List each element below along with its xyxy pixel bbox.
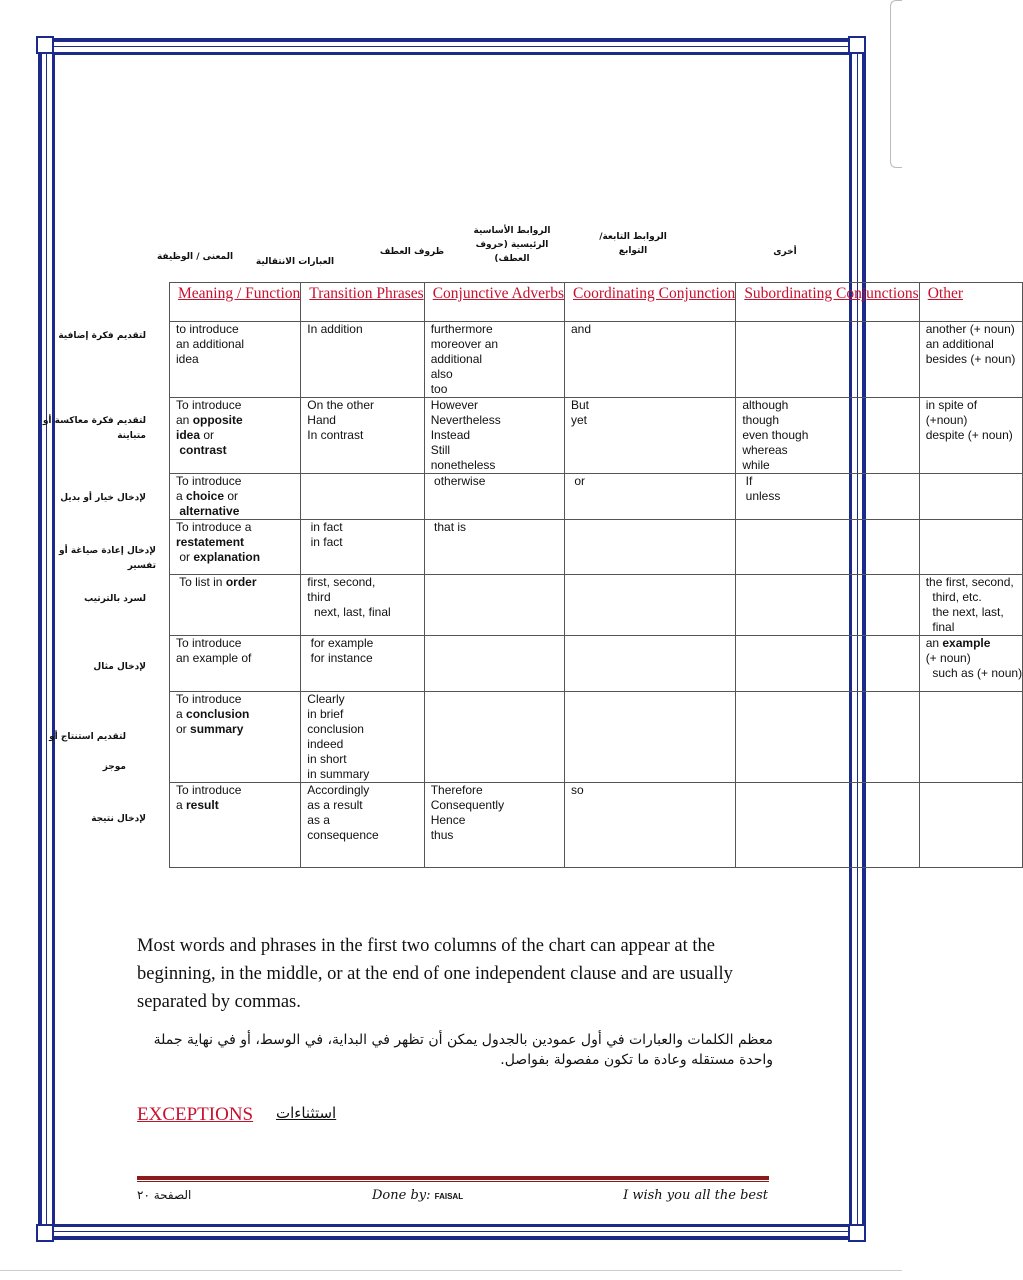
cell-line: in short — [307, 752, 347, 766]
cell-line — [176, 520, 300, 535]
bold-term: summary — [190, 722, 244, 736]
cell-line — [176, 413, 300, 428]
cell-transition — [301, 322, 424, 398]
cell-text: such as (+ noun) — [925, 666, 1023, 680]
cell-subordinating — [736, 636, 919, 692]
cell-meaning — [170, 692, 301, 783]
cell-meaning — [170, 520, 301, 575]
cell-line — [176, 474, 300, 489]
cell-line — [176, 783, 300, 798]
cell-text: a — [176, 489, 187, 503]
cell-other — [919, 636, 1022, 692]
cell-line: Hand — [307, 413, 336, 427]
page-border-band-left — [52, 52, 55, 1227]
cell-text: or — [176, 550, 194, 564]
bold-term: explanation — [193, 550, 261, 564]
row-label-6: لتقديم استنتاج أو موجز — [49, 732, 126, 772]
table-row — [170, 520, 1023, 575]
cell-line: despite (+ noun) — [925, 428, 1013, 442]
cell-line: or — [571, 474, 586, 488]
cell-line: third, etc. — [925, 590, 982, 604]
cell-line: thus — [430, 828, 454, 842]
cell-coordinating — [565, 322, 736, 398]
corner-ornament — [848, 36, 866, 54]
cell-transition — [301, 636, 424, 692]
footer-credit — [372, 1188, 463, 1203]
column-header: Subordinating Conjunctions — [736, 283, 919, 322]
cell-text: To introduce — [176, 636, 242, 650]
cell-line: yet — [571, 413, 588, 427]
cell-line — [926, 636, 1022, 651]
author-name: FAISAL — [434, 1192, 464, 1201]
cell-text: To list in — [176, 575, 226, 589]
bold-term: restatement — [176, 535, 245, 549]
table-body — [170, 322, 1023, 868]
cell-line: in spite of — [925, 398, 978, 412]
cell-line: unless — [742, 489, 781, 503]
bold-term: contrast — [176, 443, 227, 457]
row-label-3: لإدخال إعادة صياغة أو تفسير — [59, 546, 156, 571]
cell-conjunctive — [424, 520, 564, 575]
corner-ornament — [848, 1224, 866, 1242]
cell-line: in fact — [307, 535, 343, 549]
cell-subordinating — [736, 398, 919, 474]
footer-rule-thin — [137, 1181, 769, 1182]
bold-term: conclusion — [186, 707, 250, 721]
cell-transition — [301, 398, 424, 474]
bold-term: result — [186, 798, 219, 812]
column-header: Other — [919, 283, 1022, 322]
arabic-header-meaning: المعنى / الوظيفة — [156, 252, 234, 262]
cell-line: In addition — [307, 322, 363, 336]
cell-line — [176, 707, 300, 722]
bold-term: idea — [176, 428, 201, 442]
done-by-label: Done by: — [372, 1188, 431, 1203]
cell-meaning — [170, 398, 301, 474]
cell-line: Hence — [430, 813, 466, 827]
cell-line — [176, 337, 300, 352]
cell-line — [176, 428, 300, 443]
cell-line: while — [742, 458, 770, 472]
corner-ornament — [36, 1224, 54, 1242]
cell-line: (+noun) — [925, 413, 968, 427]
cell-other — [919, 783, 1022, 868]
cell-line: In contrast — [307, 428, 364, 442]
page-border-band-top — [52, 52, 852, 55]
cell-coordinating — [565, 692, 736, 783]
page-border-band-bottom — [52, 1224, 852, 1227]
row-label-7: لإدخال نتيجة — [91, 814, 146, 824]
cell-line: the next, last, — [925, 605, 1004, 619]
cell-line: too — [430, 382, 448, 396]
row-label-5: لإدخال مثال — [93, 662, 146, 672]
row-label-0: لتقديم فكرة إضافية — [58, 331, 146, 341]
cell-text: or — [200, 428, 215, 442]
cell-other — [919, 398, 1022, 474]
cell-text: an example of — [176, 651, 252, 665]
arabic-header-conjunctive: ظروف العطف — [379, 247, 445, 257]
cell-line: in fact — [307, 520, 343, 534]
cell-line: for example — [307, 636, 374, 650]
cell-coordinating — [565, 398, 736, 474]
row-label-2: لإدخال خيار أو بديل — [60, 493, 146, 503]
cell-line — [176, 722, 300, 737]
page-number: الصفحة ٢٠ — [137, 1188, 192, 1202]
cell-conjunctive — [424, 575, 564, 636]
cell-line: next, last, final — [307, 605, 391, 619]
cell-line: third — [307, 590, 331, 604]
cell-line: moreover an — [430, 337, 499, 351]
cell-subordinating — [736, 520, 919, 575]
cell-line: another (+ noun) — [925, 322, 1015, 336]
arabic-header-other: أخرى — [773, 247, 797, 257]
cell-subordinating — [736, 783, 919, 868]
cell-conjunctive — [424, 322, 564, 398]
explanation-paragraph: Most words and phrases in the first two columns of the chart can appear at the beginning, in the middle, or at the end of one independent clause and are usually separated by commas. — [137, 936, 733, 1012]
row-label-4: لسرد بالترتيب — [84, 594, 146, 604]
cell-line: On the other — [307, 398, 374, 412]
cell-coordinating — [565, 520, 736, 575]
cell-line: additional — [430, 352, 483, 366]
cell-subordinating — [736, 322, 919, 398]
cell-line: nonetheless — [430, 458, 496, 472]
cell-line: in brief — [307, 707, 344, 721]
cell-line: Accordingly — [307, 783, 370, 797]
cell-text: (+ noun) — [925, 651, 971, 665]
cell-line — [176, 398, 300, 413]
cell-transition — [301, 474, 424, 520]
cell-conjunctive — [424, 398, 564, 474]
cell-transition — [301, 575, 424, 636]
cell-meaning — [170, 575, 301, 636]
transitions-table — [169, 282, 1023, 868]
cell-line: whereas — [742, 443, 788, 457]
cell-line — [176, 798, 300, 813]
side-tab — [890, 0, 902, 168]
cell-text: to introduce — [176, 322, 239, 336]
bold-term: example — [942, 636, 991, 650]
cell-text: To introduce — [176, 783, 242, 797]
table-row — [170, 692, 1023, 783]
cell-conjunctive — [424, 692, 564, 783]
explanation-paragraph-arabic: معظم الكلمات والعبارات في أول عمودين بالجدول يمكن أن تظهر في البداية، في الوسط، أو في نهاية جملة واحدة مستقله وعادة ما تكون مفصولة بفواصل. — [153, 1032, 773, 1068]
cell-line — [176, 575, 300, 590]
table-row — [170, 636, 1023, 692]
cell-line: conclusion — [307, 722, 364, 736]
cell-coordinating — [565, 636, 736, 692]
cell-text: To introduce — [176, 692, 242, 706]
cell-line — [176, 535, 300, 550]
cell-other — [919, 692, 1022, 783]
cell-other — [919, 322, 1022, 398]
cell-line: as a result — [307, 798, 363, 812]
footer-rule — [137, 1176, 769, 1180]
cell-line: Consequently — [430, 798, 505, 812]
arabic-header-subordinating: الروابط التابعة/التوابع — [599, 232, 667, 256]
cell-line — [926, 666, 1022, 681]
column-header: Transition Phrases — [301, 283, 424, 322]
cell-line: though — [742, 413, 780, 427]
cell-line: consequence — [307, 828, 379, 842]
cell-line — [176, 550, 300, 565]
viewer-bottom-edge — [0, 1270, 902, 1271]
cell-meaning — [170, 636, 301, 692]
cell-text: or — [224, 489, 239, 503]
cell-text: an — [176, 413, 193, 427]
table-row — [170, 575, 1023, 636]
cell-line — [176, 651, 300, 666]
cell-conjunctive — [424, 636, 564, 692]
cell-meaning — [170, 783, 301, 868]
table-row — [170, 322, 1023, 398]
cell-text: idea — [176, 352, 199, 366]
cell-coordinating — [565, 474, 736, 520]
exceptions-heading: EXCEPTIONS — [137, 1104, 254, 1125]
cell-line: first, second, — [307, 575, 376, 589]
cell-other — [919, 575, 1022, 636]
cell-line: even though — [742, 428, 809, 442]
cell-subordinating — [736, 692, 919, 783]
cell-line: But — [571, 398, 590, 412]
cell-line: final — [925, 620, 955, 634]
cell-line: If — [742, 474, 753, 488]
cell-text: To introduce a — [176, 520, 252, 534]
cell-line: Still — [430, 443, 451, 457]
cell-line: the first, second, — [925, 575, 1014, 589]
arabic-header-coordinating: الروابط الأساسية الرئيسية (حروف العطف) — [473, 226, 551, 264]
cell-text: an additional — [176, 337, 245, 351]
cell-line: and — [571, 322, 592, 336]
cell-subordinating — [736, 474, 919, 520]
bold-term: choice — [186, 489, 225, 503]
bold-term: alternative — [176, 504, 240, 518]
cell-line — [176, 504, 300, 519]
cell-text: To introduce — [176, 398, 242, 412]
cell-coordinating — [565, 783, 736, 868]
cell-text: an — [925, 636, 943, 650]
cell-other — [919, 520, 1022, 575]
cell-line: furthermore — [430, 322, 493, 336]
cell-line: so — [571, 783, 584, 797]
cell-line: an additional — [925, 337, 994, 351]
bold-term: order — [225, 575, 257, 589]
cell-line: although — [742, 398, 789, 412]
cell-line: as a — [307, 813, 330, 827]
column-header: Conjunctive Adverbs — [424, 283, 564, 322]
cell-line: also — [430, 367, 453, 381]
cell-line: besides (+ noun) — [925, 352, 1016, 366]
cell-line — [176, 692, 300, 707]
corner-ornament — [36, 36, 54, 54]
cell-line: indeed — [307, 737, 344, 751]
cell-line — [176, 443, 300, 458]
cell-line: However — [430, 398, 479, 412]
cell-line: in summary — [307, 767, 370, 781]
bold-term: opposite — [192, 413, 243, 427]
cell-line: Therefore — [430, 783, 483, 797]
cell-text: a — [176, 798, 187, 812]
cell-text: To introduce — [176, 474, 242, 488]
row-label-1: لتقديم فكرة معاكسة أو متباينة — [42, 416, 146, 441]
cell-conjunctive — [424, 474, 564, 520]
cell-line: Instead — [430, 428, 471, 442]
table-row — [170, 474, 1023, 520]
cell-line: for instance — [307, 651, 373, 665]
cell-line — [926, 651, 1022, 666]
cell-meaning — [170, 474, 301, 520]
column-header: Meaning / Function — [170, 283, 301, 322]
cell-meaning — [170, 322, 301, 398]
cell-coordinating — [565, 575, 736, 636]
table-row — [170, 783, 1023, 868]
cell-text: a — [176, 707, 187, 721]
table-row — [170, 398, 1023, 474]
cell-transition — [301, 520, 424, 575]
cell-line — [176, 322, 300, 337]
cell-transition — [301, 692, 424, 783]
cell-line: that is — [430, 520, 467, 534]
footer-wish: I wish you all the best — [623, 1188, 768, 1203]
cell-conjunctive — [424, 783, 564, 868]
cell-line: otherwise — [430, 474, 486, 488]
cell-transition — [301, 783, 424, 868]
cell-line — [176, 489, 300, 504]
cell-subordinating — [736, 575, 919, 636]
cell-line — [176, 636, 300, 651]
cell-line: Clearly — [307, 692, 345, 706]
exceptions-heading-arabic: استثناءات — [276, 1104, 337, 1122]
column-header: Coordinating Conjunction — [565, 283, 736, 322]
cell-other — [919, 474, 1022, 520]
cell-line — [176, 352, 300, 367]
cell-line: Nevertheless — [430, 413, 501, 427]
arabic-header-transition: العبارات الانتقالية — [255, 257, 335, 267]
cell-text: or — [176, 722, 191, 736]
